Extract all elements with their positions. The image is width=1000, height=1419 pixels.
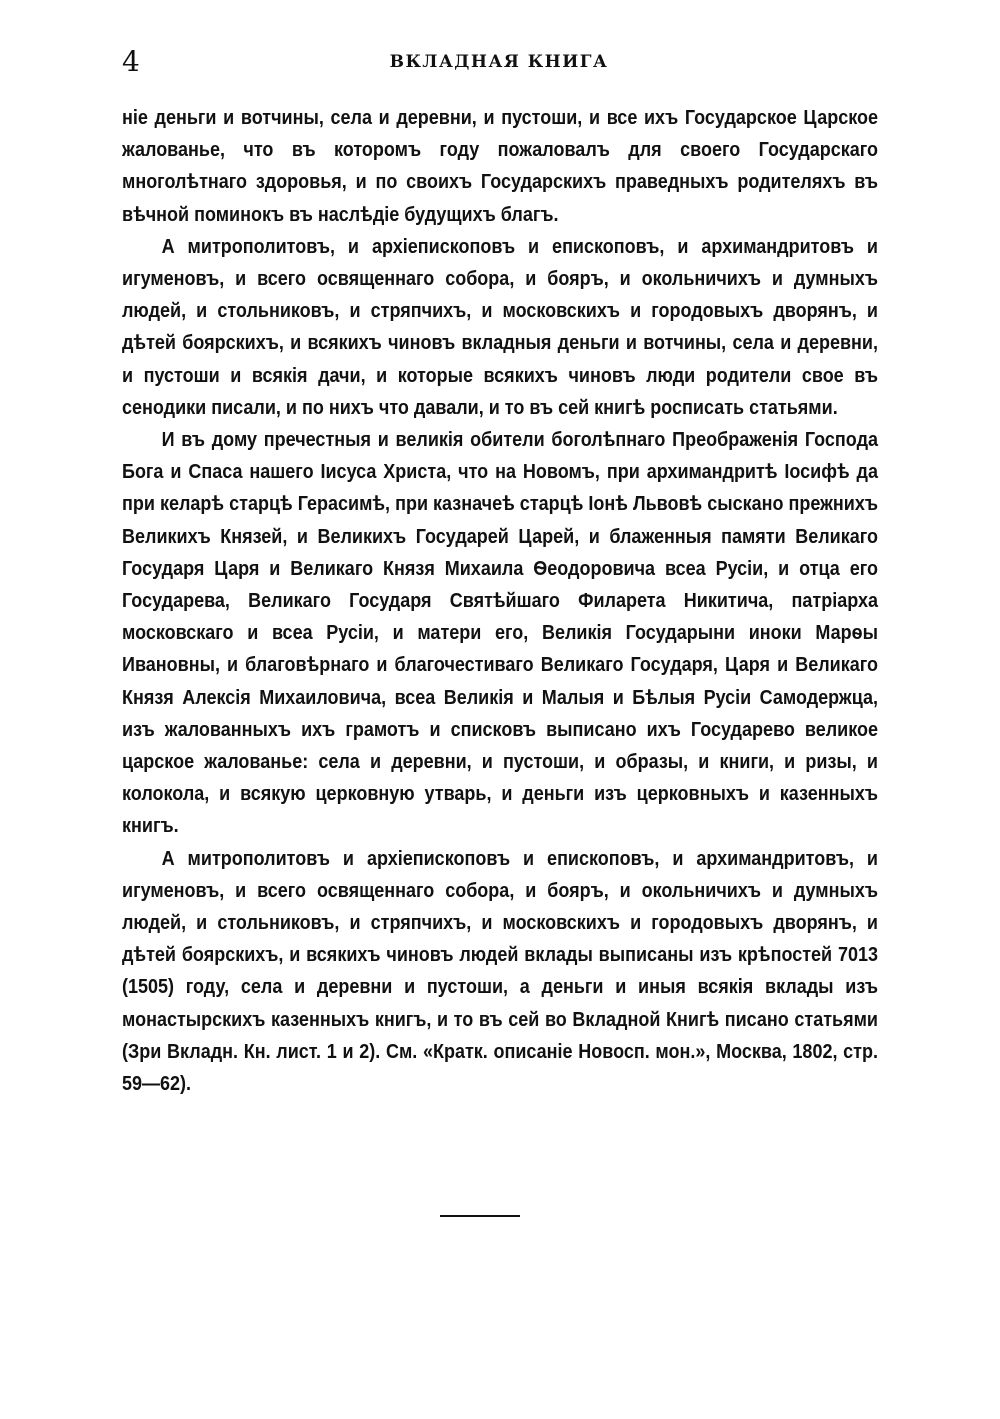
page-number: 4 — [122, 45, 140, 78]
page-header — [118, 46, 880, 78]
running-head-title: ВКЛАДНАЯ КНИГА — [389, 52, 609, 72]
paragraph-metropolitans: А митрополитовъ, и архіепископовъ и епископовъ, и архимандритовъ и игуменовъ, и всего освященнаго собора, и бояръ, и окольничихъ и думныхъ людей, и стольниковъ, и стряпчихъ, и московскихъ и городовыхъ дворянъ, и дѣтей боярскихъ, и всякихъ чиновъ вкладныя деньги и вотчины, села и деревни, и пустоши и всякія дачи, и которые всякихъ чиновъ люди родители свое въ сенодики писали, и по нихъ что давали, и то въ сей книгѣ росписать статьями. — [122, 235, 879, 419]
section-end-rule — [440, 1215, 520, 1217]
body-text — [122, 102, 878, 1100]
paragraph-continuation: ніе деньги и вотчины, села и деревни, и пустоши, и все ихъ Государское Царское жалованье, что въ которомъ году пожаловалъ для своего Государскаго многолѣтнаго здоровья, и по своихъ Государскихъ праведныхъ родителяхъ въ вѣчной поминокъ въ наслѣдіе будущихъ благъ. — [122, 107, 878, 226]
paragraph-deposits: А митрополитовъ и архіепископовъ и епископовъ, и архимандритовъ, и игуменовъ, и всего освященнаго собора, и бояръ, и окольничихъ и думныхъ людей, и стольниковъ, и стряпчихъ, и московскихъ и городовыхъ дворянъ, и дѣтей боярскихъ, и всякихъ чиновъ людей вклады выписаны изъ крѣпостей 7013 (1505) году, села и деревни и пустоши, а деньги и иныя всякія вклады изъ монастырскихъ казенныхъ книгъ, и то въ сей во Вкладной Книгѣ писано статьями (Зри Вкладн. Кн. лист. 1 и 2). См. «Кратк. описаніе Новосп. мон.», Москва, 1802, стр. 59—62). — [122, 847, 879, 1096]
paragraph-monastery-records: И въ дому пречестныя и великія обители боголѣпнаго Преображенія Господа Бога и Спаса нашего Іисуса Христа, что на Новомъ, при архимандритѣ Іосифѣ да при келарѣ старцѣ Герасимѣ, при казначеѣ старцѣ Іонѣ Львовѣ сыскано прежнихъ Великихъ Князей, и Великихъ Государей Царей, и блаженныя памяти Великаго Государя Царя и Великаго Князя Михаила Ѳеодоровича всеа Русіи, и отца его Государева, Великаго Государя Святѣйшаго Филарета Никитича, патріарха московскаго и всеа Русіи, и матери его, Великія Государыни иноки Марѳы Ивановны, и благовѣрнаго и благочестиваго Великаго Государя, Царя и Великаго Князя Алексія Михаиловича, всеа Великія и Малыя и Бѣлыя Русіи Самодержца, изъ жалованныхъ ихъ грамотъ и списковъ выписано ихъ Государево великое царское жалованье: села и деревни, и пустоши, и образы, и книги, и ризы, и колокола, и всякую церковную утварь, и деньги изъ церковныхъ и казенныхъ книгъ. — [122, 429, 879, 838]
